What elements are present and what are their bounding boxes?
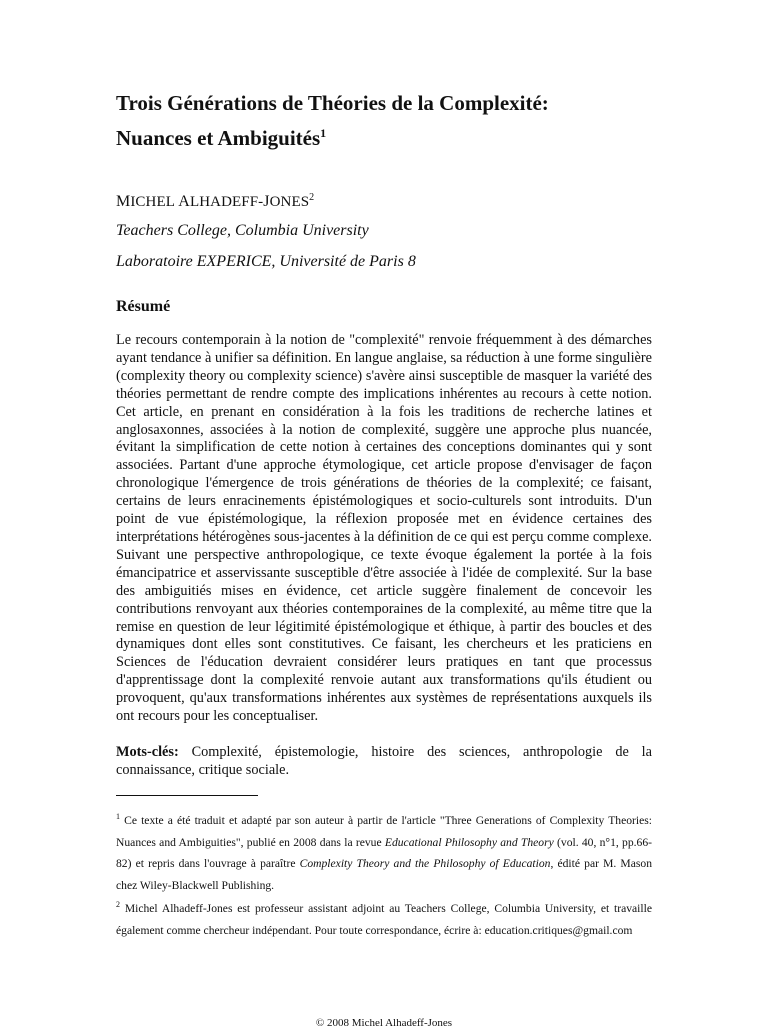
title-footnote-marker[interactable]: 1 [320, 126, 327, 140]
footnote-divider [116, 795, 258, 796]
abstract-text: Le recours contemporain à la notion de "complexité" renvoie fréquemment à des démarches ayant tendance à unifier sa définition. En langue anglaise, sa réduction à une forme singulière (complexity theory ou complexity science) s'avère ainsi susceptible de masquer la variété des théories permettant de rendre compte des implications inhérentes au recours à cette notion. Cet article, en prenant en considération à la fois les traditions de recherche latines et anglosaxonnes, associées à la notion de complexité, suggère une approche plus nuancée, évitant la simplification de cette notion à certaines des conceptions dominantes qui y sont associées. Partant d'une approche étymologique, cet article propose d'envisager de façon chronologique l'émergence de trois générations de théories de la complexité; ce faisant, certains de leurs enracinements épistémologiques et socio-culturels sont introduits. D'un point de vue épistémologique, la réflexion proposée met en évidence certaines des interprétations hétérogènes sous-jacentes à la définition de ce qui est perçu comme complexe. Suivant une perspective anthropologique, ce texte évoque également la portée à la fois émancipatrice et asservissante susceptible d'être associée à l'idée de complexité. Sur la base des ambiguitiés mises en évidence, cet article suggère finalement de concevoir les contributions renvoyant aux théories contemporaines de la complexité, au même titre que la remise en question de leur légitimité épistémologique et éthique, à partir des boucles et des dynamiques dont elles sont constitutives. Ce faisant, les chercheurs et les praticiens en Sciences de l'éducation devraient considérer leurs pratiques en tant que processus d'apprentissage dont la complexité renvoie autant aux transformations qu'ils étudient ou provoquent, qu'aux transformations inhérentes aux systèmes de représentations auxquels ils ont recours pour les conceptualiser. [116, 332, 653, 725]
title-line-2: Nuances et Ambiguités [116, 126, 321, 150]
abstract-term-complexity-science: complexity science [247, 367, 358, 384]
title-line-1: Trois Générations de Théories de la Complexité: [116, 91, 549, 115]
abstract-heading: Résumé [116, 298, 171, 315]
paper-page [116, 86, 652, 942]
copyright-notice: © 2008 Michel Alhadeff-Jones [315, 1017, 453, 1029]
affiliation-teachers-college: Teachers College, Columbia University [116, 222, 369, 239]
paper-title [116, 86, 652, 156]
keywords-list: Complexité, épistemologie, histoire des sciences, anthropologie de la connaissance, critique sociale. [116, 743, 652, 778]
author-footnote-marker[interactable]: 2 [309, 192, 315, 203]
author-name: MICHEL ALHADEFF-JONES$^2$ [116, 192, 315, 210]
footnote-1: $^1$ Ce texte a été traduit et adapté par son auteur à partir de l'article "Three Generations of Complexity Theories: Nuances and Ambiguities", publié en 2008 dans la revue Educational Philosophy and Theory (vol. 40, n°1, pp.66-82) et repris dans l'ouvrage à paraître Complexity Theory and the Philosophy of Education, édité par M. Mason chez Wiley-Blackwell Publishing. [116, 812, 652, 892]
footnote-book-title: Complexity Theory and the Philosophy of Education [299, 857, 551, 871]
footnote-1-marker: 1 [116, 812, 120, 822]
affiliation-experice: Laboratoire EXPERICE, Université de Paris 8 [116, 253, 416, 270]
abstract-term-complexity-theory: complexity theory [120, 367, 226, 384]
footnote-2-marker: 2 [116, 900, 120, 910]
keywords [116, 743, 652, 779]
footnote-journal-title: Educational Philosophy and Theory [384, 835, 554, 849]
keywords-label: Mots-clés: [116, 743, 179, 760]
footnote-2: $^2$ Michel Alhadeff-Jones est professeur assistant adjoint au Teachers College, Columbia University, et travaille également comme chercheur indépendant. Pour toute correspondance, écrire à: education.critiques@gmail.com [116, 900, 652, 937]
